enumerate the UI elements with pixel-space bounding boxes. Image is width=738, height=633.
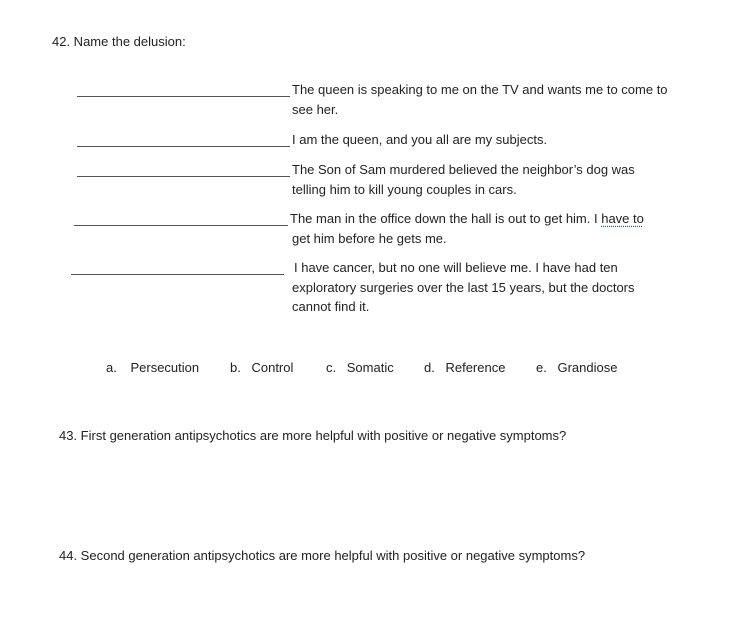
option-d: d. Reference: [424, 360, 506, 375]
delusion-statement-2: I am the queen, and you all are my subjects.: [292, 132, 548, 147]
delusion-statement-4: The man in the office down the hall is out to get him. I have to get him before he gets me.: [290, 211, 644, 246]
answer-blank-3[interactable]: [77, 176, 290, 177]
answer-blank-2[interactable]: [77, 146, 290, 147]
option-a: a. Persecution: [106, 360, 200, 375]
question-44: 44. Second generation antipsychotics are more helpful with positive or negative symptoms?: [59, 548, 586, 563]
question-42-title: 42. Name the delusion:: [52, 34, 186, 49]
option-e: e. Grandiose: [536, 360, 618, 375]
answer-blank-5[interactable]: [71, 274, 284, 275]
option-c: c. Somatic: [326, 360, 394, 375]
answer-blank-1[interactable]: [77, 96, 290, 97]
question-43: 43. First generation antipsychotics are more helpful with positive or negative symptoms?: [59, 428, 567, 443]
delusion-statement-5: I have cancer, but no one will believe me. I have had ten exploratory surgeries over the last 15 years, but the doctors cannot find it.: [292, 260, 635, 314]
answer-blank-4[interactable]: [74, 225, 288, 226]
delusion-statement-1: The queen is speaking to me on the TV and wants me to come to see her.: [292, 82, 668, 117]
spellcheck-flagged-text: have to: [601, 211, 644, 226]
delusion-statement-3: The Son of Sam murdered believed the neighbor’s dog was telling him to kill young couples in cars.: [292, 162, 635, 197]
option-b: b. Control: [230, 360, 294, 375]
